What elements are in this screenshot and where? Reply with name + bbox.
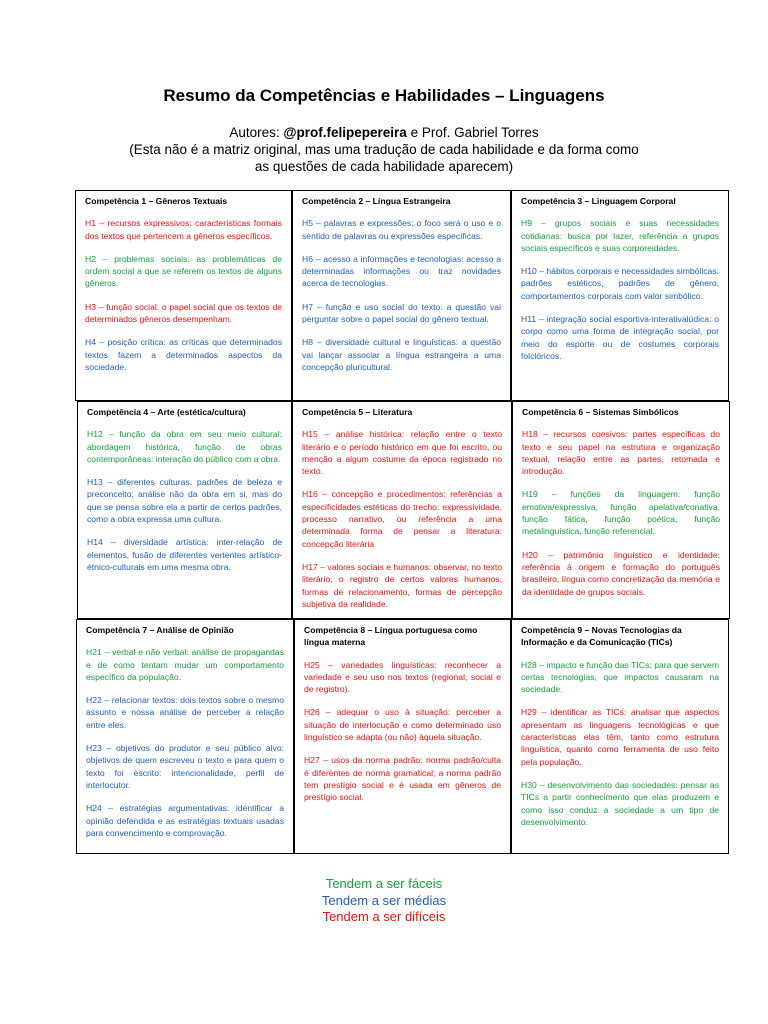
habilidade-item: H6 – acesso a informações e tecnologias: acesso a determinadas informações ou traz novidades acerca de tecnologias. bbox=[302, 253, 501, 289]
competencia-title: Competência 3 – Linguagem Corporal bbox=[521, 196, 676, 206]
authors-line bbox=[0, 124, 768, 141]
competencia-title: Competência 4 – Arte (estética/cultura) bbox=[87, 407, 246, 417]
habilidade-item: H20 – patrimônio linguístico e identidade: referência à origem e formação do português brasileiro, língua como concretização da memória e da identidade de grupos sociais. bbox=[522, 549, 720, 597]
habilidade-item: H12 – função da obra em seu meio cultural: abordagem histórica, função de obras contemporâneas: interação do público com a obra. bbox=[87, 429, 282, 464]
competencia-title: Competência 6 – Sistemas Simbólicos bbox=[522, 407, 679, 417]
competencia-title: Competência 7 – Análise de Opinião bbox=[86, 625, 234, 635]
habilidade-item: H14 – diversidade artística: inter-relação de elementos, fusão de diferentes vertentes artístico-étnico-culturais em uma mesma obra. bbox=[87, 537, 282, 572]
competencia-title: Competência 8 – Língua portuguesa como língua materna bbox=[304, 625, 478, 648]
habilidade-item: H28 – impacto e função das TICs: para que servem certas tecnologias, que impactos causaram na sociedade. bbox=[521, 659, 719, 695]
habilidade-item: H11 – integração social esportiva-interativalúdica: o corpo como uma forma de integração social, por meio do esporte ou de costumes corporais folclóricos. bbox=[521, 314, 719, 361]
habilidade-item: H30 – desenvolvimento das sociedades: pensar as TICs a partir conhecimento que elas produzem e como isso conduz a sociedade a um tipo de desenvolvimento. bbox=[521, 779, 719, 827]
competencia-title: Competência 1 – Gêneros Textuais bbox=[85, 196, 228, 206]
habilidade-item: H18 – recursos coesivos: partes específicas do texto e seu papel na estrutura e organização textual, relação entre as partes, retomada e introdução. bbox=[522, 429, 720, 477]
habilidade-item: H3 – função social: o papel social que os textos de determinados gêneros desempenham. bbox=[85, 301, 282, 325]
competencia-title: Competência 2 – Língua Estrangeira bbox=[302, 196, 451, 206]
habilidade-item: H29 – identificar as TICs: analisar que aspectos apresentam as linguagens tecnológicas e que características elas têm, tanto como estrutura linguística, quanto como ferramenta de uso feito pela população. bbox=[521, 707, 719, 767]
habilidade-item: H7 – função e uso social do texto: a questão vai perguntar sobre o papel social do gênero textual. bbox=[302, 301, 501, 325]
author-handle: @prof.felipepereira bbox=[283, 125, 407, 140]
habilidade-item: H23 – objetivos do produtor e seu público alvo: objetivos de quem escreveu o texto e para quem o texto foi escrito: intencionalidade, perfil de interlocutor. bbox=[86, 743, 284, 790]
competencia-box-7 bbox=[76, 619, 294, 854]
authors-suffix: e Prof. Gabriel Torres bbox=[406, 125, 539, 140]
difficulty-legend bbox=[0, 876, 768, 926]
legend-medium: Tendem a ser médias bbox=[321, 892, 447, 908]
competencia-title: Competência 5 – Literatura bbox=[302, 407, 413, 417]
habilidade-item: H27 – usos da norma padrão: norma padrão/culta é diferentes de norma gramatical; a norma padrão tem prestígio social e é usada em gêneros de prestígio social. bbox=[304, 755, 501, 803]
legend-hard: Tendem a ser difíceis bbox=[322, 909, 446, 924]
authors-prefix: Autores: bbox=[229, 125, 284, 140]
competencia-box-6 bbox=[512, 401, 730, 619]
habilidade-item: H5 – palavras e expressões: o foco será o uso e o sentido de palavras ou expressões específicas. bbox=[302, 218, 501, 241]
habilidade-item: H16 – concepção e procedimentos: referências a especificidades estéticas do trecho: expressividade, processo narrativo, ou referência a uma determinada forma de pensar a literatura: concepção literária bbox=[302, 489, 502, 549]
competencia-box-9 bbox=[511, 619, 729, 854]
habilidade-item: H25 – variedades linguísticas: reconhecer a variedade e seu uso nos textos (regional, social e de registro). bbox=[304, 659, 501, 695]
habilidade-item: H21 – verbal e não verbal: análise de propagandas e de como tentam mudar um comportamento específico da população. bbox=[86, 647, 284, 682]
competencia-title: Competência 9 – Novas Tecnologias da Informação e da Comunicação (TICs) bbox=[521, 625, 682, 648]
competencia-box-2 bbox=[292, 190, 511, 401]
habilidade-item: H22 – relacionar textos: dois textos sobre o mesmo assunto e nossa análise de perceber a relação entre eles. bbox=[86, 695, 284, 730]
habilidade-item: H8 – diversidade cultural e linguísticas: a questão vai lançar associar a língua estrangeira a uma concepção pluricultural. bbox=[302, 337, 501, 372]
habilidade-item: H13 – diferentes culturas, padrões de beleza e preconceito: análise não da obra em si, mas do que se pensa sobre ela a partir de certos padrões, como a obra expressa uma cultura. bbox=[87, 477, 282, 525]
habilidade-item: H4 – posição crítica: as críticas que determinados textos fazem a determinados aspectos da sociedade. bbox=[85, 337, 282, 372]
habilidade-item: H19 – funções da linguagem: função emotiva/expressiva, função apelativa/conativa, função fática, função poética, função metalinguística, função referencial. bbox=[522, 489, 720, 537]
competencia-box-5 bbox=[292, 401, 512, 619]
page-title: Resumo da Competências e Habilidades – Linguagens bbox=[163, 86, 605, 105]
habilidade-item: H2 – problemas sociais: as problemáticas de ordem social a que se referem os textos de alguns gêneros. bbox=[85, 253, 282, 289]
competencia-box-1 bbox=[75, 190, 292, 401]
habilidade-item: H9 – grupos sociais e suas necessidades cotidianas: busca por lazer, referência a grupos sociais específicos e suas corporeidades. bbox=[521, 218, 719, 253]
competencia-box-8 bbox=[294, 619, 511, 854]
habilidade-item: H17 – valores sociais e humanos: observar, no texto literário, o registro de certos valores humanos, formas de relacionamento, formas de percepção subjetiva da realidade. bbox=[302, 561, 502, 609]
habilidade-item: H15 – análise histórica: relação entre o texto literário e o período histórico em que foi escrito, ou menção a algum costume da época registrado no texto. bbox=[302, 429, 502, 477]
habilidade-item: H1 – recursos expressivos: características formais dos textos que pertencem a gêneros específicos. bbox=[85, 218, 282, 241]
authors-note: (Esta não é a matriz original, mas uma tradução de cada habilidade e da forma como as questões de cada habilidade aparecem) bbox=[129, 142, 639, 174]
habilidade-item: H10 – hábitos corporais e necessidades simbólicas: padrões estéticos, padrões de gênero, comportamentos corporais com valor simbólico. bbox=[521, 266, 719, 301]
competencia-box-3 bbox=[511, 190, 729, 401]
habilidade-item: H26 – adequar o uso à situação: perceber a situação de interlocução e como determinado uso linguístico se adapta (ou não) àquela situação. bbox=[304, 707, 501, 743]
authors-block bbox=[0, 124, 768, 175]
legend-easy: Tendem a ser fáceis bbox=[325, 876, 443, 891]
competencia-box-4 bbox=[77, 401, 292, 619]
habilidade-item: H24 – estratégias argumentativas: identificar a opinião defendida e as estratégias textuais usadas para convencimento e comprovação. bbox=[86, 803, 284, 838]
